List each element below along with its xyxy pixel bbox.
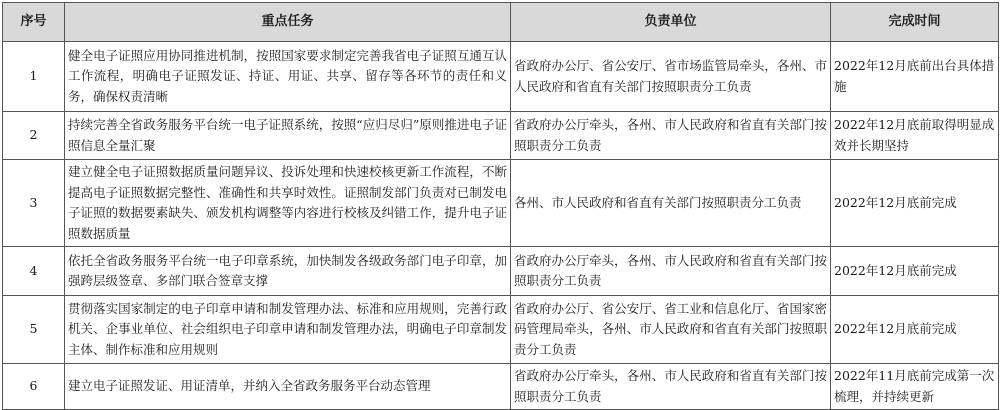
row-time: 2022年12月底前完成 xyxy=(831,247,999,296)
column-header-seq: 序号 xyxy=(3,3,65,42)
row-task: 持续完善全省政务服务平台统一电子证照系统，按照“应归尽归”原则推进电子证照信息全量汇聚 xyxy=(65,112,511,160)
table-row xyxy=(3,247,999,296)
table-row xyxy=(3,160,999,247)
table-row xyxy=(3,42,999,112)
row-seq: 2 xyxy=(3,112,65,160)
row-seq: 5 xyxy=(3,296,65,364)
table-row xyxy=(3,112,999,160)
row-seq: 4 xyxy=(3,247,65,296)
column-header-time: 完成时间 xyxy=(831,3,999,42)
row-time: 2022年12月底前取得明显成效并长期坚持 xyxy=(831,112,999,160)
row-task: 健全电子证照应用协同推进机制，按照国家要求制定完善我省电子证照互通互认工作流程，明确电子证照发证、持证、用证、共享、留存等各环节的责任和义务，确保权责清晰 xyxy=(65,42,511,112)
row-time: 2022年12月底前出台具体措施 xyxy=(831,42,999,112)
row-task: 建立电子证照发证、用证清单，并纳入全省政务服务平台动态管理 xyxy=(65,364,511,410)
row-time: 2022年12月底前完成 xyxy=(831,160,999,247)
row-seq: 3 xyxy=(3,160,65,247)
row-unit: 省政府办公厅牵头，各州、市人民政府和省直有关部门按照职责分工负责 xyxy=(511,112,831,160)
task-table xyxy=(2,2,999,410)
row-time: 2022年11月底前完成第一次梳理，并持续更新 xyxy=(831,364,999,410)
row-unit: 省政府办公厅牵头，各州、市人民政府和省直有关部门按照职责分工负责 xyxy=(511,247,831,296)
row-time: 2022年12月底前完成 xyxy=(831,296,999,364)
row-task: 建立健全电子证照数据质量问题异议、投诉处理和快速校核更新工作流程，不断提高电子证照数据完整性、准确性和共享时效性。证照制发部门负责对已制发电子证照的数据要素缺失、颁发机构调整等内容进行校核及纠错工作，提升电子证照数据质量 xyxy=(65,160,511,247)
table-row xyxy=(3,296,999,364)
column-header-unit: 负责单位 xyxy=(511,3,831,42)
row-seq: 6 xyxy=(3,364,65,410)
table-header-row xyxy=(3,3,999,42)
row-unit: 省政府办公厅牵头，各州、市人民政府和省直有关部门按照职责分工负责 xyxy=(511,364,831,410)
row-task: 依托全省政务服务平台统一电子印章系统，加快制发各级政务部门电子印章，加强跨层级签章、多部门联合签章支撑 xyxy=(65,247,511,296)
column-header-task: 重点任务 xyxy=(65,3,511,42)
row-seq: 1 xyxy=(3,42,65,112)
row-task: 贯彻落实国家制定的电子印章申请和制发管理办法、标准和应用规则，完善行政机关、企事业单位、社会组织电子印章申请和制发管理办法，明确电子印章制发主体、制作标准和应用规则 xyxy=(65,296,511,364)
row-unit: 各州、市人民政府和省直有关部门按照职责分工负责 xyxy=(511,160,831,247)
row-unit: 省政府办公厅、省公安厅、省市场监管局牵头，各州、市人民政府和省直有关部门按照职责分工负责 xyxy=(511,42,831,112)
table-row xyxy=(3,364,999,410)
row-unit: 省政府办公厅、省公安厅、省工业和信息化厅、省国家密码管理局牵头，各州、市人民政府和省直有关部门按照职责分工负责 xyxy=(511,296,831,364)
